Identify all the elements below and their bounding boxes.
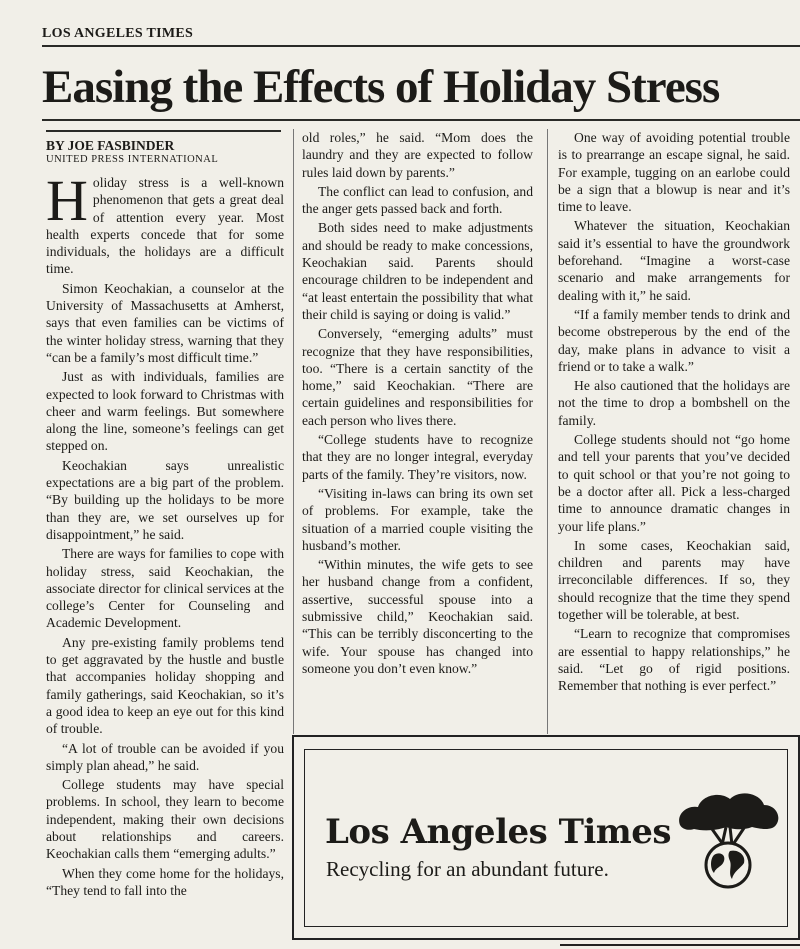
article-paragraph: Simon Keochakian, a counselor at the University of Massachusetts at Amherst, says that even families can be victims of the winter holiday stress, warning that they “can be a family’s most difficult time.”	[46, 280, 284, 365]
article-paragraph: “Within minutes, the wife gets to see her husband change from a confident, assertive, successful spouse into a submissive child,” Keochakian said. “This can be terribly disconcerting to the wife. Your spouse has changed into someone you don’t even know.”	[302, 557, 533, 676]
article-paragraph: “Visiting in-laws can bring its own set of problems. For example, take the situation of a married couple visiting the husband’s mother.	[302, 485, 533, 553]
column-divider	[547, 129, 548, 734]
article-paragraph: He also cautioned that the holidays are not the time to drop a bombshell on the family.	[558, 378, 790, 428]
column-divider	[293, 129, 294, 734]
article-paragraph: There are ways for families to cope with holiday stress, said Keochakian, the associate director for clinical services at the college’s Center for Counseling and Academic Development.	[46, 546, 284, 631]
masthead-rule	[42, 45, 800, 47]
article-column-2	[302, 129, 533, 729]
advertisement-tagline: Recycling for an abundant future.	[326, 857, 609, 881]
article-paragraph: Any pre-existing family problems tend to get aggravated by the hustle and bustle that accompanies holiday shopping and family gatherings, said Keochakian, so it’s a good idea to keep an eye out for this kind of trouble.	[46, 634, 284, 737]
article-paragraph: In some cases, Keochakian said, children and parents may have irreconcilable differences. If so, they should recognize that the time they spend together will be tolerable, at best.	[558, 537, 790, 623]
article-paragraph: Conversely, “emerging adults” must recognize that they have responsibilities, too. “There is a certain sanctity of the home,” said Keochakian. “There are certain guidelines and responsibilities for each person who lives there.	[302, 326, 533, 428]
article-paragraph: old roles,” he said. “Mom does the laundry and they are expected to follow rules laid down by parents.”	[302, 130, 533, 180]
article-column-1	[46, 174, 284, 944]
article-paragraph: “Learn to recognize that compromises are essential to happy relationships,” he said. “Let go of rigid positions. Remember that nothing is ever perfect.”	[558, 626, 790, 694]
drop-cap: H	[46, 174, 88, 233]
article-paragraph: One way of avoiding potential trouble is to prearrange an escape signal, he said. For example, tugging on an earlobe could be a sign that a blowup is near and it’s time to leave.	[558, 130, 790, 215]
advertisement-brand: Los Angeles Times	[325, 812, 672, 852]
article-paragraph: Both sides need to make adjustments and should be ready to make concessions, Keochakian said. Parents should encourage children to be independent and “at least entertain the possibility that what their child is saying or doing is valid.”	[302, 220, 533, 322]
article-column-3	[558, 129, 790, 729]
article-paragraph: Holiday stress is a well-known phenomenon that gets a great deal of attention every year. Most health experts concede that for some individuals, the holidays are a difficult time.	[46, 174, 284, 277]
byline-rule	[46, 130, 281, 132]
article-paragraph: When they come home for the holidays, “They tend to fall into the	[46, 865, 284, 898]
article-paragraph: Keochakian says unrealistic expectations are a big part of the problem. “By building up the holidays to be more than they are, we set ourselves up for disappointment,” he said.	[46, 457, 284, 542]
article-paragraph: College students may have special problems. In school, they learn to become independent, making their own decisions about relationships and careers. Keochakian calls them “emerging adults.”	[46, 777, 284, 862]
article-paragraph: The conflict can lead to confusion, and the anger gets passed back and forth.	[302, 183, 533, 217]
article-paragraph: College students should not “go home and tell your parents that you’ve decided to quit school or that you’re not going to be a doctor after all. Pick a less-charged time to announce dramatic changes in your life plans.”	[558, 432, 790, 534]
page-bottom-rule	[560, 944, 800, 946]
article-paragraph: Whatever the situation, Keochakian said it’s essential to have the groundwork beforehand. “Imagine a worst-case scenario and make arrangements for dealing with it,” he said.	[558, 218, 790, 303]
article-paragraph: “College students have to recognize that they are no longer integral, everyday parts of the family. They’re visitors, now.	[302, 432, 533, 482]
tree-globe-icon	[672, 785, 784, 895]
article-paragraph: “If a family member tends to drink and become obstreperous by the end of the day, make plans in advance to visit a friend or to take a walk.”	[558, 306, 790, 374]
article-paragraph: Just as with individuals, families are expected to look forward to Christmas with cheer and warm feelings. But somewhere along the line, someone’s feelings can get stepped on.	[46, 369, 284, 454]
headline: Easing the Effects of Holiday Stress	[42, 61, 720, 113]
byline-agency: UNITED PRESS INTERNATIONAL	[46, 154, 219, 165]
article-paragraph: “A lot of trouble can be avoided if you simply plan ahead,” he said.	[46, 740, 284, 773]
headline-rule	[42, 119, 800, 121]
publication-name: LOS ANGELES TIMES	[42, 26, 194, 41]
byline: BY JOE FASBINDER	[46, 138, 175, 153]
